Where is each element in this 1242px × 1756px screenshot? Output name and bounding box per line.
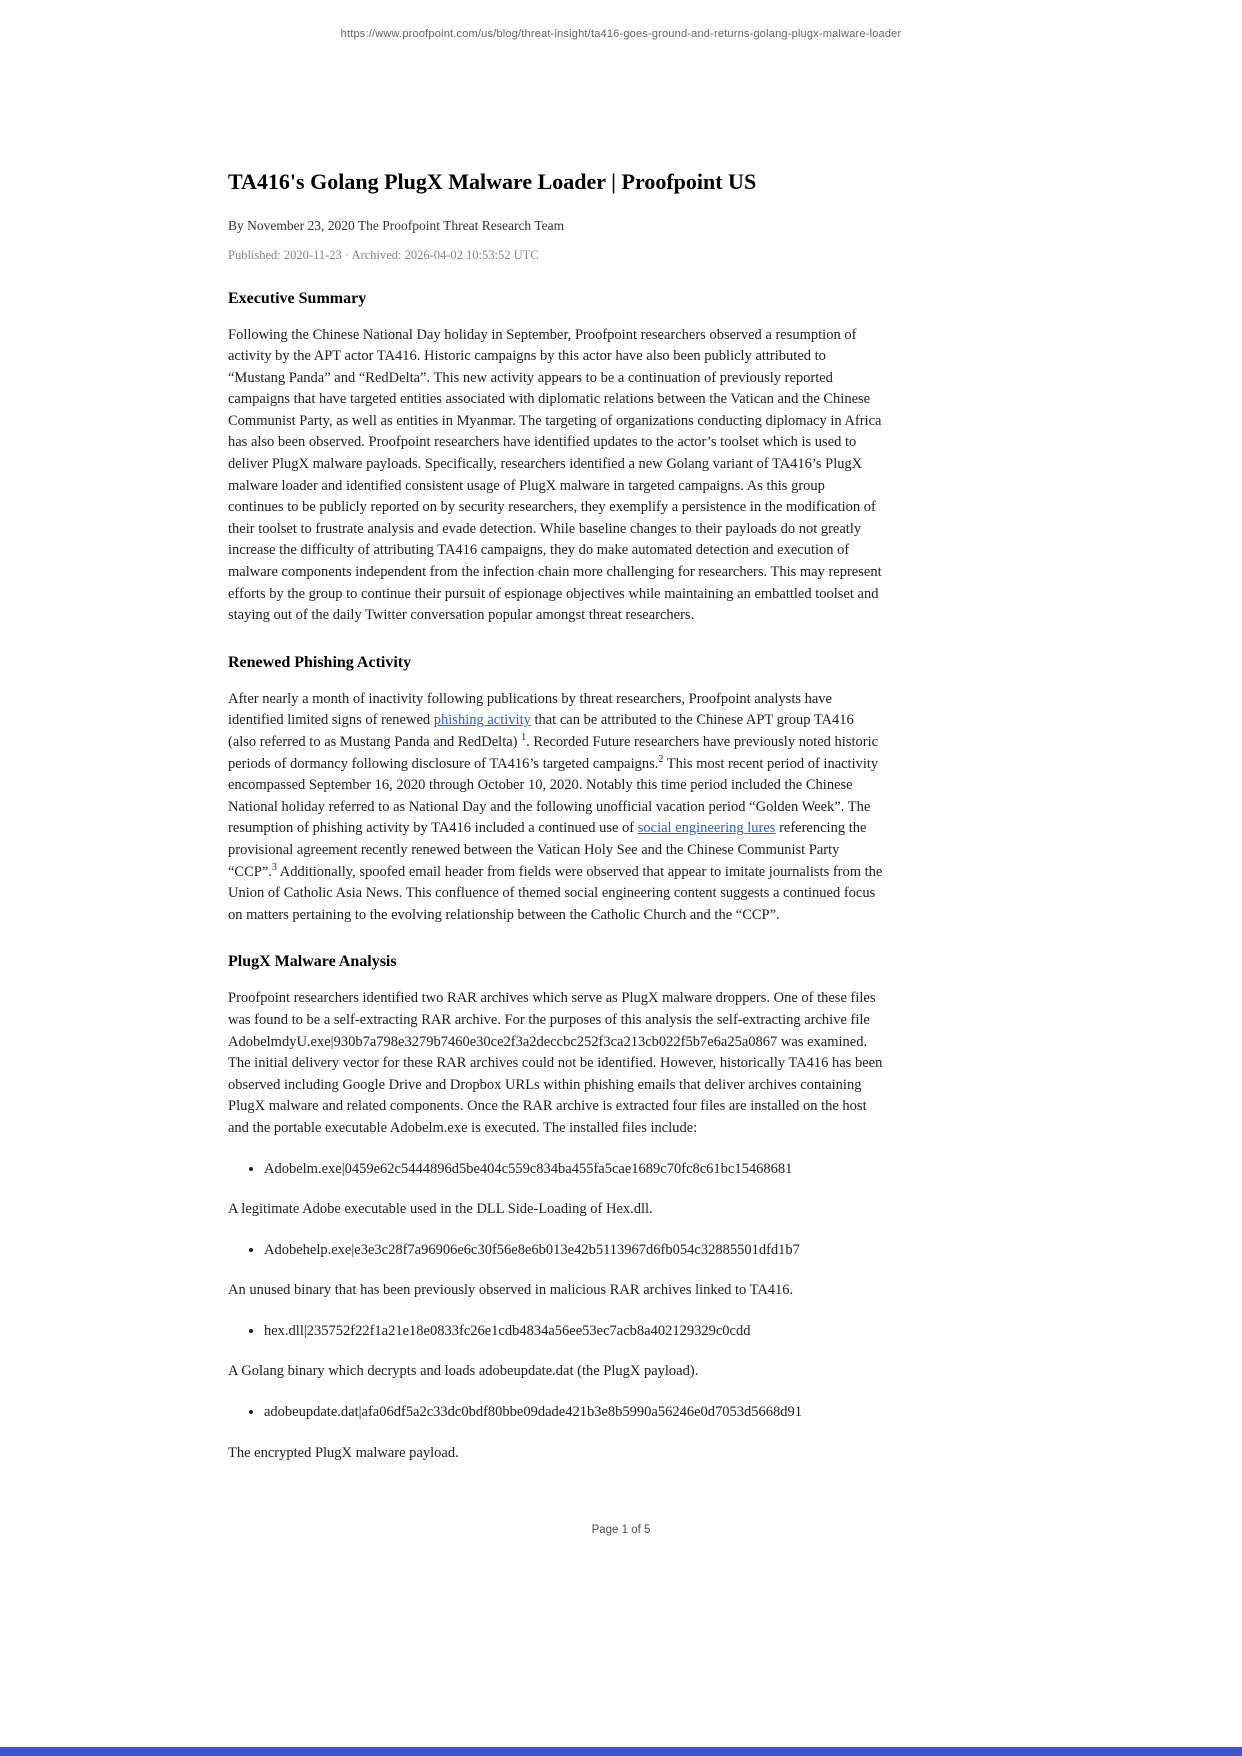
footnote-reference: 3 — [271, 861, 277, 873]
page-title: TA416's Golang PlugX Malware Loader | Proofpoint US — [228, 169, 757, 194]
inline-link[interactable]: phishing activity — [433, 712, 531, 729]
file-hash-list — [228, 1321, 883, 1343]
paragraph: A legitimate Adobe executable used in the DLL Side-Loading of Hex.dll. — [228, 1201, 653, 1218]
file-hash-list — [228, 1159, 883, 1181]
file-hash-list — [228, 1402, 883, 1424]
footnote-reference: 2 — [658, 753, 664, 765]
section-heading: Renewed Phishing Activity — [228, 653, 412, 671]
paragraph: Following the Chinese National Day holiday in September, Proofpoint researchers observed a resumption of activity by the APT actor TA416. Historic campaigns by this actor have also been publicly attributed to “Mustang Panda” and “RedDelta”. This new activity appears to be a continuation of previously reported campaigns that have targeted entities associated with diplomatic relations between the Vatican and the Chinese Communist Party, as well as entities in Myanmar. The targeting of organizations conducting diplomacy in Africa has also been observed. Proofpoint researchers have identified updates to the actor’s toolset which is used to deliver PlugX malware payloads. Specifically, researchers identified a new Golang variant of TA416’s PlugX malware loader and identified consistent usage of PlugX malware in targeted campaigns. As this group continues to be publicly reported on by security researchers, they exemplify a persistence in the modification of their toolset to frustrate analysis and evade detection. While baseline changes to their payloads do not greatly increase the difficulty of attributing TA416 campaigns, they do make automated detection and execution of malware components independent from the infection chain more challenging for researchers. This may represent efforts by the group to continue their pursuit of espionage objectives while maintaining an embattled toolset and staying out of the daily Twitter conversation popular amongst threat researchers. — [228, 326, 882, 624]
footnote-reference: 1 — [521, 732, 527, 744]
file-hash-item: • adobeupdate.dat|afa06df5a2c33dc0bdf80bbe09dade421b3e8b5990a56246e0d7053d5668d91 — [264, 1402, 883, 1424]
page-number: Page 1 of 5 — [591, 1524, 651, 1536]
file-hash-item: • Adobehelp.exe|e3e3c28f7a96906e6c30f56e8e6b013e42b5113967d6fb054c32885501dfd1b7 — [264, 1240, 883, 1262]
paragraph: After nearly a month of inactivity following publications by threat researchers, Proofpoint analysts have identified limited signs of renewed phishing activity that can be attributed to the Chinese APT group TA416 (also referred to as Mustang Panda and RedDelta) $^1$. Recorded Future researchers have previously noted historic periods of dormancy following disclosure of TA416’s targeted campaigns.$^2$ This most recent period of inactivity encompassed September 16, 2020 through October 10, 2020. Notably this time period included the Chinese National holiday referred to as National Day and the following unofficial vacation period “Golden Week”. The resumption of phishing activity by TA416 included a continued use of social engineering lures referencing the provisional agreement recently renewed between the Vatican Holy See and the Chinese Communist Party “CCP”.$^3$ Additionally, spoofed email header from fields were observed that appear to imitate journalists from the Union of Catholic Asia News. This confluence of themed social engineering content suggests a continued focus on matters pertaining to the evolving relationship between the Catholic Church and the “CCP”. — [228, 690, 883, 923]
article-content — [228, 290, 883, 1465]
section-heading: Executive Summary — [228, 289, 367, 307]
print-header-url: https://www.proofpoint.com/us/blog/threat-insight/ta416-goes-ground-and-returns-golang-plugx-malware-loader — [340, 28, 902, 40]
inline-link[interactable]: social engineering lures — [637, 820, 776, 837]
archive-meta: Published: 2020-11-23 · Archived: 2026-04-02 10:53:52 UTC — [228, 247, 539, 262]
byline: By November 23, 2020 The Proofpoint Threat Research Team — [228, 217, 565, 233]
file-hash-item: • hex.dll|235752f22f1a21e18e0833fc26e1cdb4834a56ee53ec7acb8a402129329c0cdd — [264, 1321, 883, 1343]
section-heading: PlugX Malware Analysis — [228, 953, 397, 971]
paragraph: An unused binary that has been previously observed in malicious RAR archives linked to TA416. — [228, 1282, 794, 1299]
paragraph: Proofpoint researchers identified two RAR archives which serve as PlugX malware droppers. One of these files was found to be a self-extracting RAR archive. For the purposes of this analysis the self-extracting archive file AdobelmdyU.exe|930b7a798e3279b7460e30ce2f3a2deccbc252f3ca213cb022f5b7e6a25a0867 was examined. The initial delivery vector for these RAR archives could not be identified. However, historically TA416 has been observed including Google Drive and Dropbox URLs within phishing emails that deliver archives containing PlugX malware and related components. Once the RAR archive is extracted four files are installed on the host and the portable executable Adobelm.exe is executed. The installed files include: — [228, 990, 883, 1136]
bottom-accent-bar — [0, 1747, 1242, 1756]
paragraph: The encrypted PlugX malware payload. — [228, 1444, 459, 1461]
article — [228, 168, 883, 1483]
file-hash-item: • Adobelm.exe|0459e62c5444896d5be404c559c834ba455fa5cae1689c70fc8c61bc15468681 — [264, 1159, 883, 1181]
paragraph: A Golang binary which decrypts and loads adobeupdate.dat (the PlugX payload). — [228, 1363, 699, 1380]
file-hash-list — [228, 1240, 883, 1262]
